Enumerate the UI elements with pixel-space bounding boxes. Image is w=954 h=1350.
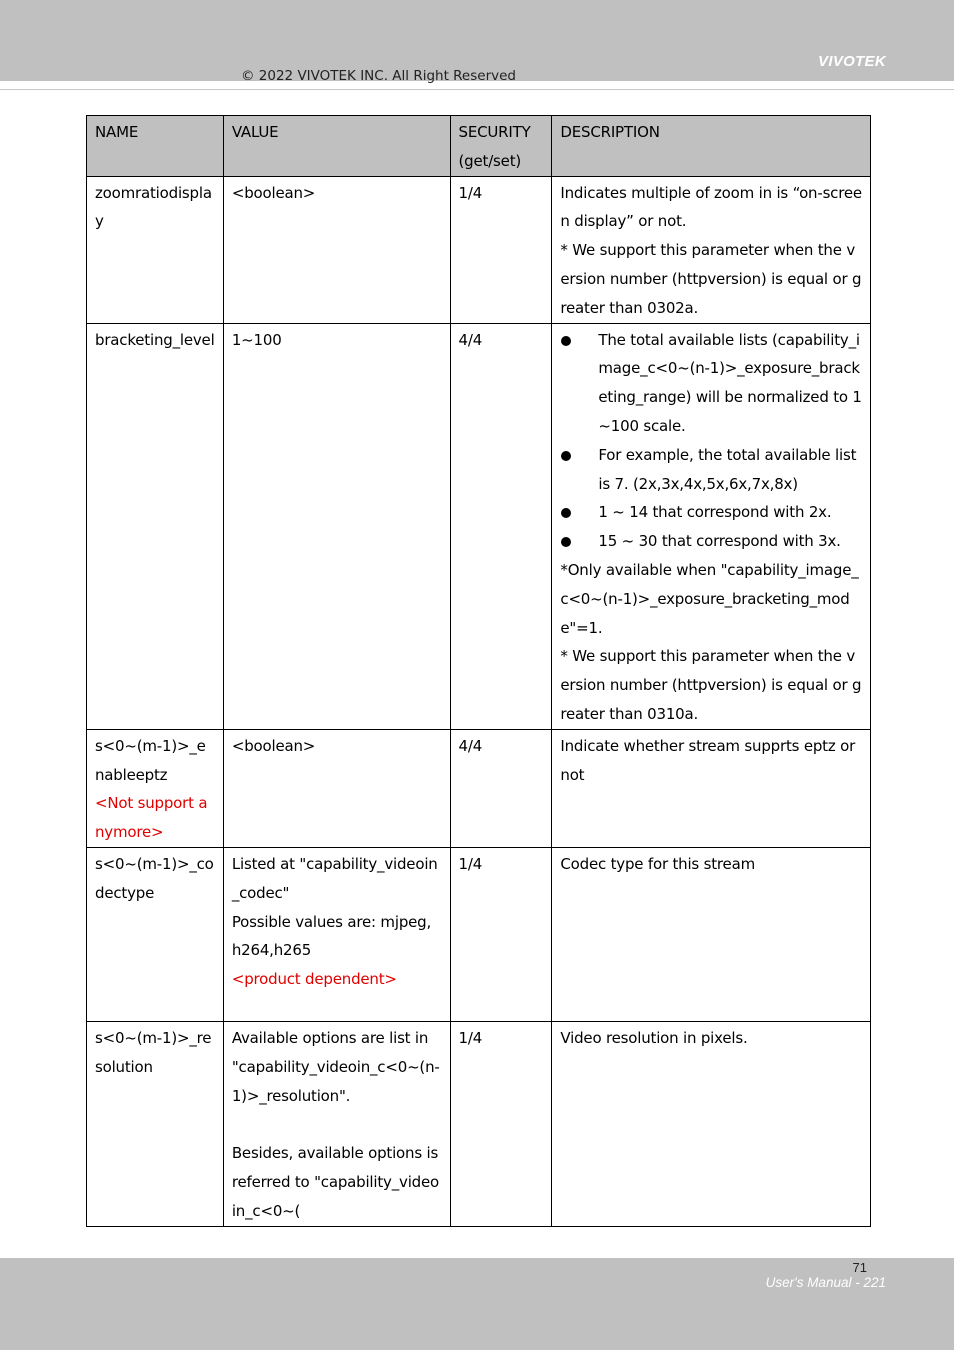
bullet-list xyxy=(560,326,862,556)
description-line: Video resolution in pixels. xyxy=(560,1028,748,1047)
cell-value: <boolean> xyxy=(223,729,450,847)
table-row xyxy=(87,323,871,729)
description-line: Indicate whether stream supprts eptz or not xyxy=(560,736,856,784)
cell-name: zoomratiodisplay xyxy=(87,176,224,323)
cell-security: 4/4 xyxy=(450,729,552,847)
cell-description xyxy=(552,729,871,847)
cell-value xyxy=(223,847,450,1021)
table-header-row xyxy=(87,116,871,177)
cell-name xyxy=(87,729,224,847)
manual-page-label: User's Manual - 221 xyxy=(765,1275,886,1290)
page-number: 71 xyxy=(852,1260,867,1275)
description-line: Codec type for this stream xyxy=(560,854,755,873)
cell-value xyxy=(223,1021,450,1226)
cell-security: 1/4 xyxy=(450,847,552,1021)
parameter-name: s<0~(m-1)>_enableeptz xyxy=(95,736,206,784)
cell-value: <boolean> xyxy=(223,176,450,323)
bullet-item: 1 ~ 14 that correspond with 2x. xyxy=(560,498,862,527)
cell-description xyxy=(552,1021,871,1226)
parameter-table xyxy=(86,115,871,1227)
cell-name: s<0~(m-1)>_resolution xyxy=(87,1021,224,1226)
table-row xyxy=(87,1021,871,1226)
column-header-security: SECURITY(get/set) xyxy=(450,116,552,177)
cell-description xyxy=(552,323,871,729)
brand-logo-text: VIVOTEK xyxy=(818,53,886,70)
table-row xyxy=(87,847,871,1021)
cell-name: bracketing_level xyxy=(87,323,224,729)
value-line: Available options are list in "capability_videoin_c<0~(n-1)>_resolution". xyxy=(231,1028,440,1105)
description-line: * We support this parameter when the version number (httpversion) is equal or greater than 0310a. xyxy=(560,647,862,723)
value-line: Listed at "capability_videoin_codec" xyxy=(231,854,438,902)
column-header-value: VALUE xyxy=(223,116,450,177)
column-header-description: DESCRIPTION xyxy=(552,116,871,177)
description-line: * We support this parameter when the version number (httpversion) is equal or greater than 0302a. xyxy=(560,241,862,317)
cell-value: 1~100 xyxy=(223,323,450,729)
cell-security: 4/4 xyxy=(450,323,552,729)
cell-security: 1/4 xyxy=(450,1021,552,1226)
description-line: Indicates multiple of zoom in is “on-screen display” or not. xyxy=(560,183,862,231)
table-row xyxy=(87,729,871,847)
table-row xyxy=(87,176,871,323)
footer-band xyxy=(0,1258,954,1350)
value-line: Besides, available options is referred to "capability_videoin_c<0~( xyxy=(231,1144,439,1220)
header-divider xyxy=(0,89,954,90)
blank-line xyxy=(232,1110,442,1139)
deprecated-note: <Not support anymore> xyxy=(95,794,208,842)
bullet-item: The total available lists (capability_image_c<0~(n-1)>_exposure_bracketing_range) will be normalized to 1~100 scale. xyxy=(560,326,862,441)
copyright-text: © 2022 VIVOTEK INC. All Right Reserved xyxy=(241,68,516,84)
bullet-item: For example, the total available list is 7. (2x,3x,4x,5x,6x,7x,8x) xyxy=(560,441,862,499)
bullet-item: 15 ~ 30 that correspond with 3x. xyxy=(560,527,862,556)
cell-description xyxy=(552,176,871,323)
cell-name: s<0~(m-1)>_codectype xyxy=(87,847,224,1021)
column-header-name: NAME xyxy=(87,116,224,177)
cell-security: 1/4 xyxy=(450,176,552,323)
value-line: Possible values are: mjpeg, h264,h265 xyxy=(231,912,432,960)
product-dependent-note: <product dependent> xyxy=(231,970,397,989)
cell-description xyxy=(552,847,871,1021)
description-line: *Only available when "capability_image_c<0~(n-1)>_exposure_bracketing_mode"=1. xyxy=(560,560,859,637)
